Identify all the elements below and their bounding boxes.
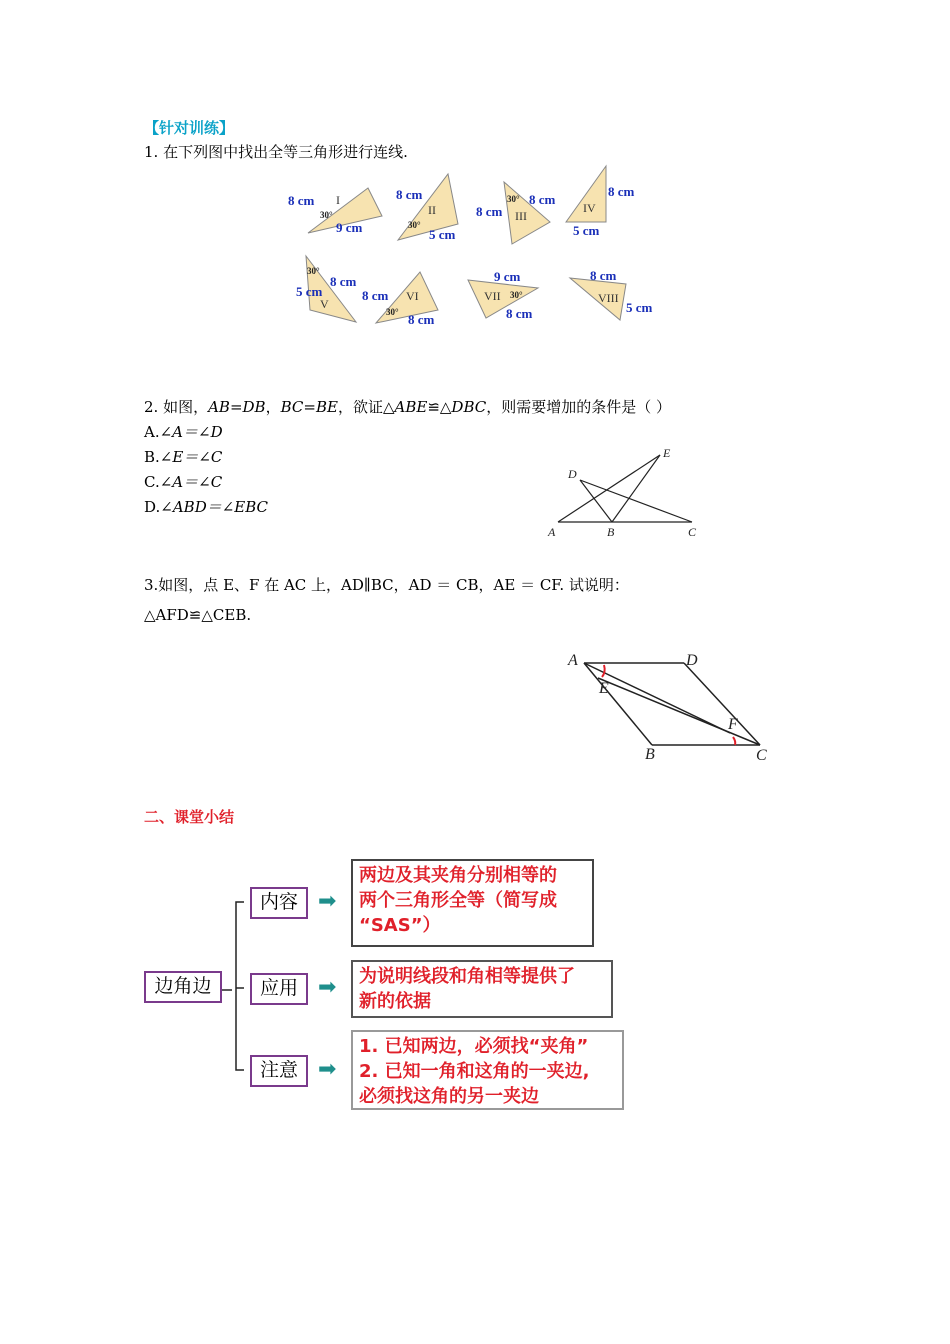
tri-V-angle: 30° [307,266,320,276]
q2-label-B: B [607,525,615,539]
tri-VI-id: VI [406,289,419,303]
application-line-2: 新的依据 [359,991,431,1012]
q2-option-d[interactable]: D.∠ABD＝∠EBC [144,498,269,516]
branch-application-label: 应用 [250,973,308,1005]
tri-VIII-id: VIII [598,291,619,305]
triangle-VIII [570,268,653,320]
q2-label-A: A [548,525,556,539]
tri-V-side-a: 8 cm [330,274,357,289]
q2-label-D: D [568,467,577,481]
q3-label-C: C [756,747,767,764]
tri-I-id: I [336,193,340,207]
q1-triangles-figure [280,160,680,335]
tri-I-angle: 30° [320,210,333,220]
tri-IV-side-b: 5 cm [573,223,600,238]
note-line-3: 必须找这角的另一夹边 [359,1086,539,1107]
tri-IV-side-a: 8 cm [608,184,635,199]
triangle-I [288,188,382,235]
triangle-II [396,174,458,242]
note-description-box [351,1030,624,1110]
q2-stem: 2. 如图，AB=DB，BC=BE，欲证△ABE≌△DBC，则需要增加的条件是（ ） [144,398,672,416]
q3-label-A: A [568,652,578,669]
q2-option-b[interactable]: B.∠E＝∠C [144,448,223,466]
tri-IV-id: IV [583,201,596,215]
triangle-V [296,256,357,322]
application-description-box [351,960,613,1018]
tri-VI-angle: 30° [386,307,399,317]
tri-VII-side-b: 8 cm [506,306,533,321]
content-description-box [351,859,594,947]
tri-III-side-a: 8 cm [476,204,503,219]
q2-label-C: C [688,525,697,539]
tri-V-id: V [320,297,329,311]
q3-label-E: E [599,680,609,697]
q1-text: 1. 在下列图中找出全等三角形进行连线. [144,143,408,161]
tri-II-angle: 30° [408,220,421,230]
tri-VIII-side-b: 5 cm [626,300,653,315]
tri-I-side-b: 9 cm [336,220,363,235]
q2-option-a[interactable]: A.∠A＝∠D [144,423,223,441]
triangle-IV [566,166,635,238]
content-line-1: 两边及其夹角分别相等的 [359,865,557,886]
q3-line1: 3.如图，点 E、F 在 AC 上，AD∥BC，AD ＝ CB，AE ＝ CF. 试说明： [144,576,629,594]
tri-VII-id: VII [484,289,501,303]
q3-label-D: D [686,652,698,669]
tri-III-angle: 30° [507,194,520,204]
q3-label-B: B [645,746,655,763]
tri-VI-side-b: 8 cm [408,312,435,327]
branch-content-label: 内容 [250,887,308,919]
tri-II-side-a: 8 cm [396,187,423,202]
tri-V-side-b: 5 cm [296,284,323,299]
q2-label-E: E [663,446,671,460]
q3-label-F: F [728,716,738,733]
triangle-VII [468,269,538,321]
tri-VII-side-a: 9 cm [494,269,521,284]
q3-line2: △AFD≌△CEB. [144,606,252,624]
arrow-right-icon: ➡ [318,975,337,1000]
tri-VII-angle: 30° [510,290,523,300]
tri-I-side-a: 8 cm [288,193,315,208]
arrow-right-icon: ➡ [318,889,337,914]
summary-root-box: 边角边 [144,971,222,1003]
q2-figure [540,440,710,545]
triangle-III [476,182,556,244]
summary-heading: 二、课堂小结 [144,808,235,826]
arrow-right-icon: ➡ [318,1057,337,1082]
triangle-VI [362,272,438,327]
tri-III-id: III [515,209,527,223]
tri-VI-side-a: 8 cm [362,288,389,303]
q2-option-c[interactable]: C.∠A＝∠C [144,473,223,491]
content-line-2: 两个三角形全等（简写成 [359,890,557,911]
tri-VIII-side-a: 8 cm [590,268,617,283]
practice-heading: 【针对训练】 [144,119,235,137]
branch-note-label: 注意 [250,1055,308,1087]
application-line-1: 为说明线段和角相等提供了 [359,966,575,987]
tri-III-side-b: 8 cm [529,192,556,207]
content-line-3: “SAS”） [359,915,441,936]
q3-figure [560,645,780,770]
note-line-2: 2. 已知一角和这角的一夹边, [359,1061,590,1082]
note-line-1: 1. 已知两边，必须找“夹角” [359,1036,589,1057]
tri-II-id: II [428,203,436,217]
tri-II-side-b: 5 cm [429,227,456,242]
